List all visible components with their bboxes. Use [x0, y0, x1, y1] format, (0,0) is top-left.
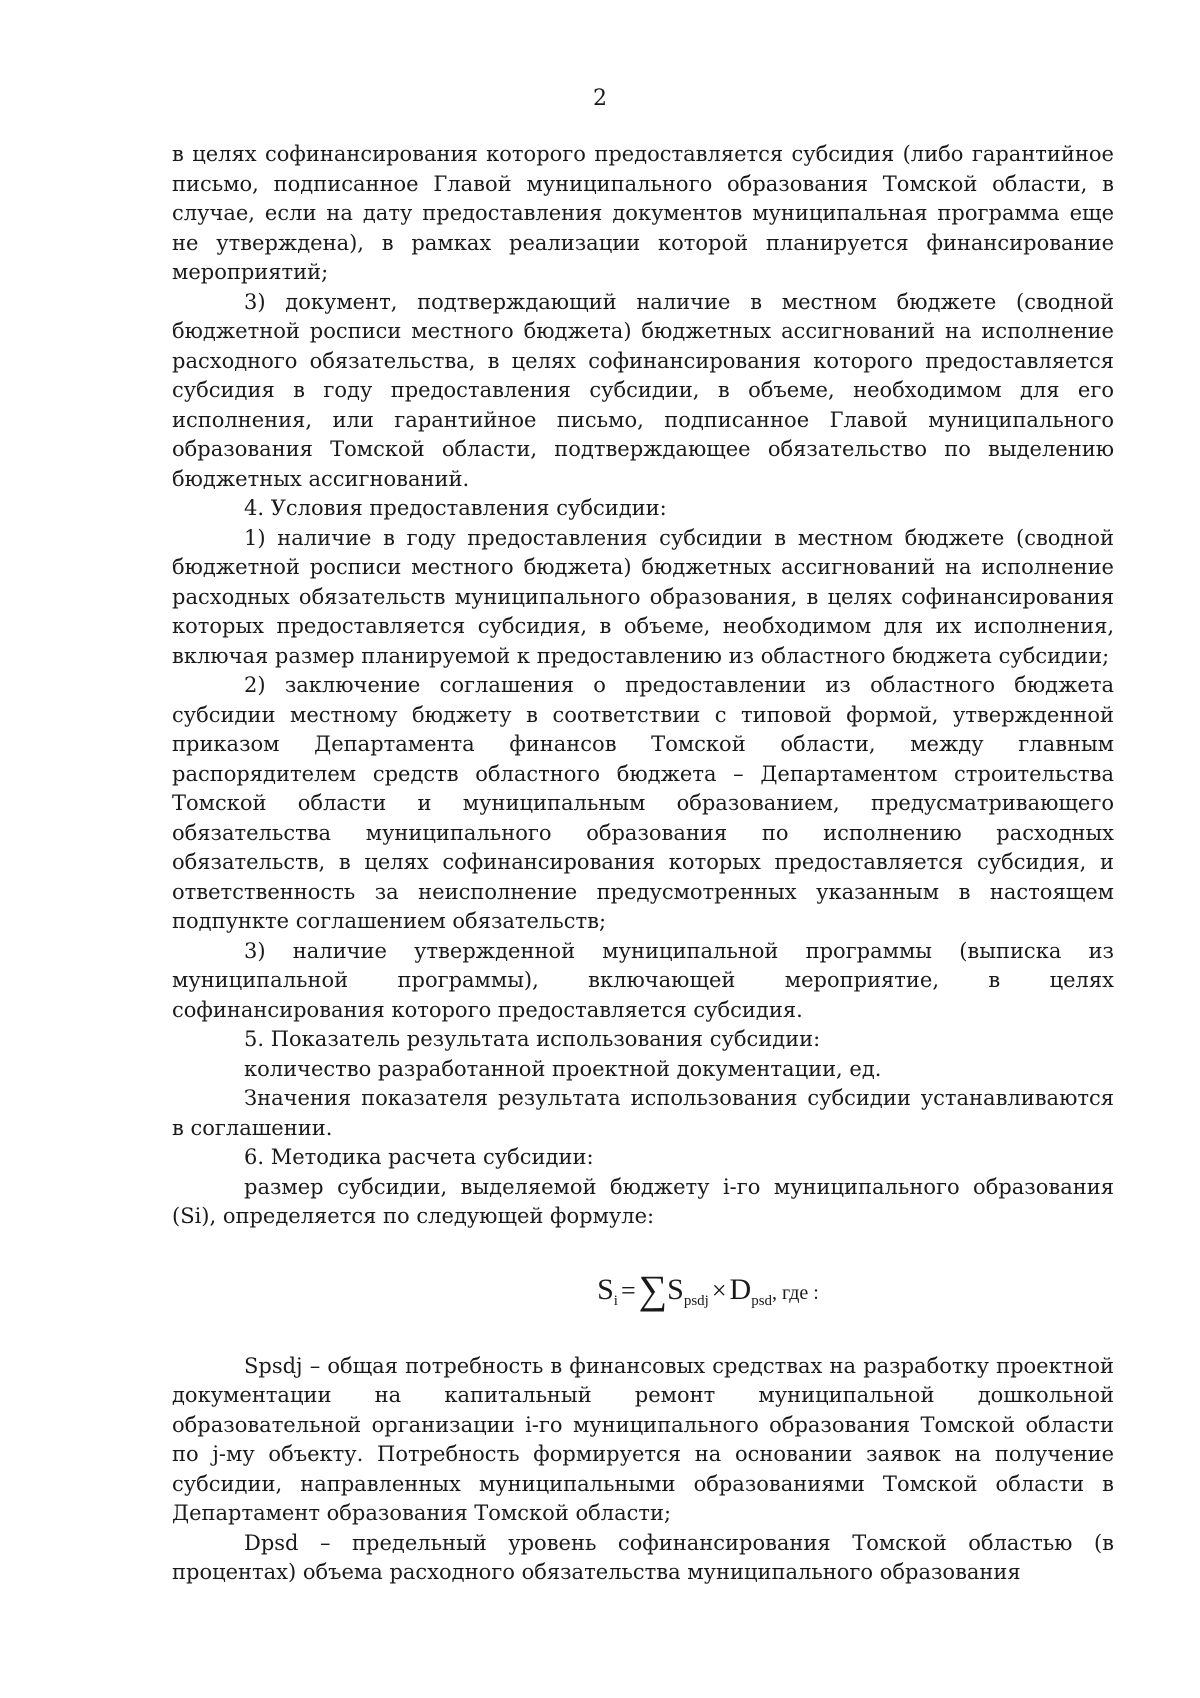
formula-term2-sub: psd: [751, 1292, 773, 1309]
paragraph: в целях софинансирования которого предоставляется субсидия (либо гарантийное письмо, подписанное Главой муниципального образования Томской области, в случае, если на дату предоставления документов муниципальная программа еще не утверждена), в рамках реализации которой планируется финансирование мероприятий;: [172, 142, 1114, 284]
formula-term1-sub: psdj: [683, 1292, 709, 1309]
formula-lhs: S: [597, 1272, 614, 1306]
section-heading: 4. Условия предоставления субсидии:: [244, 496, 667, 520]
paragraph: 1) наличие в году предоставления субсидии в местном бюджете (сводной бюджетной росписи местного бюджета) бюджетных ассигнований на исполнение расходных обязательств муниципального образования, в целях софинансирования которых предоставляется субсидия, в объеме, необходимом для их исполнения, включая размер планируемой к предоставлению из областного бюджета субсидии;: [172, 525, 1114, 668]
paragraph: Значения показателя результата использования субсидии устанавливаются в соглашении.: [172, 1086, 1114, 1140]
document-body: [172, 140, 1114, 1588]
paragraph: 2) заключение соглашения о предоставлении из областного бюджета субсидии местному бюджету в соответствии с типовой формой, утвержденной приказом Департамента финансов Томской области, между главным распорядителем средств областного бюджета – Департаментом строительства Томской области и муниципальным образованием, предусматривающего обязательства муниципального образования по исполнению расходных обязательств, в целях софинансирования которых предоставляется субсидия, и ответственность за неисполнение предусмотренных указанным в настоящем подпункте соглашением обязательств;: [172, 673, 1114, 933]
formula-tail: , где :: [772, 1281, 819, 1304]
formula-equals: =: [620, 1275, 636, 1305]
page-number: 2: [593, 86, 607, 111]
paragraph: количество разработанной проектной документации, ед.: [244, 1056, 882, 1081]
sum-sign: ∑: [638, 1266, 668, 1312]
section-heading: 6. Методика расчета субсидии:: [244, 1145, 594, 1169]
paragraphs-before: [172, 140, 1114, 1232]
formula-term1: S: [667, 1272, 684, 1306]
formula-times: ×: [711, 1275, 727, 1305]
paragraph: 3) документ, подтверждающий наличие в местном бюджете (сводной бюджетной росписи местного бюджета) бюджетных ассигнований на исполнение расходного обязательства, в целях софинансирования которого предоставляется субсидия в году предоставления субсидии, в объеме, необходимом для его исполнения, или гарантийное письмо, подписанное Главой муниципального образования Томской области, подтверждающее обязательство по выделению бюджетных ассигнований.: [172, 289, 1114, 491]
paragraph: Spsdj – общая потребность в финансовых средствах на разработку проектной документации на капитальный ремонт муниципальной дошкольной образовательной организации i-го муниципального образования Томской области по j-му объекту. Потребность формируется на основании заявок на получение субсидии, направленных муниципальными образованиями Томской области в Департамент образования Томской области;: [172, 1353, 1114, 1525]
paragraph: 3) наличие утвержденной муниципальной программы (выписка из муниципальной программы), включающей мероприятие, в целях софинансирования которого предоставляется субсидия.: [172, 938, 1114, 1022]
formula-lhs-sub: i: [613, 1292, 618, 1309]
paragraph: размер субсидии, выделяемой бюджету i-го муниципального образования (Si), определяется по следующей формуле:: [172, 1174, 1114, 1228]
formula-expression: [467, 1258, 819, 1333]
section-heading: 5. Показатель результата использования субсидии:: [244, 1027, 821, 1051]
subsidy-formula: [172, 1258, 1114, 1322]
formula-term2: D: [729, 1272, 752, 1306]
paragraphs-after: [172, 1352, 1114, 1588]
paragraph: Dpsd – предельный уровень софинансирования Томской областью (в процентах) объема расходного обязательства муниципального образования: [172, 1530, 1114, 1584]
